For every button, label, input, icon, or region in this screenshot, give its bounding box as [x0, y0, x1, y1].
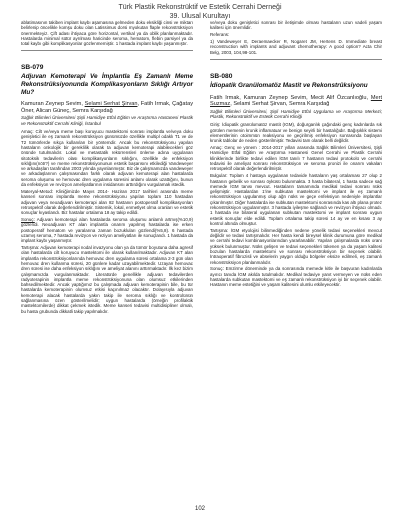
section-amac: Amaç: Genç ve yönem : 2014-2017 yılları arasında Sağlık Bilimleri Üniversitesi, Şişli Hamidiye Etfal Eğitim ve Araştırma Hastanesi Genel Cerrahi ve Plastik Cerrahi kliniklerinde birlikte tedavi edilen İGM tanılı 7 hastanın tedavi protokolü ve cerrahi tedavisi ile ameliyat sonrası rekonstrüksiyon ve seroma pronizi ile onarım vakaları retrospektif olarak değerlendirilmiştir. — [210, 145, 382, 172]
congress-name: 39. Ulusal Kurultayı — [169, 13, 231, 20]
left-column — [21, 20, 193, 316]
page-header — [0, 3, 400, 21]
affiliation: Sağlık Bilimleri Üniversitesi, Şişli Hamidiye Etfal Uygulama ve Araştırma Merkezi; Plastik, Rekonstrüktif ve Estetik Cerrahi Kliniği — [210, 108, 382, 120]
section-divider — [21, 50, 193, 51]
reference-item: 1) Vandeweyer E, Deraemaecker R, Nogaret JM, Hertens D. Immediate breast reconstruction with implants and adjuvant chemotherapy: A good option? Acta Chir Belg, 2003, 104,98-101. — [210, 39, 382, 55]
presenting-author: Selami Serhat Şirvan — [84, 101, 138, 108]
section-tartisma: Tartışma: İGM etyolojisi bilinmediğinden nedene yönelik tedavi seçenekleri mevcut değildir ve tedavi tartışmalıdır. Her hasta kendi bireysel klinik durumuna göre medikal ve cerrahi tedavi kombinasyonlarından yararlanabilir. Yapılan çalışmalarda nüks oranı yüksek bulunmuştur. Nüks gelişen ve tedavi seçenekleri tükenen ya da yaşam kalitesi bozulan hastalarda mastektomi ve sonrası rekonstrüksiyon bir seçenek olabilir. İntraoperatif fibrozisli ve abselerin yaygın olduğu bölgeler eksize edilmeli, eş zamanlı rekonstrüksiyon planlanmalıdır. — [210, 227, 382, 265]
section-divider — [210, 59, 382, 60]
section-bulgular: Bulgular: Toplam 4 hastaya uygulanan tedavide hastaların yaş ortalaması 27 olup 2 hastanın gebelik ve sonrası öyküsü bulunmakta. 3 hasta bilateral, 1 hasta sadece sağ memede İGM tanısı mevcut. Hastaların tamamında medikal tedavi sonrası nüks gelişmiştir. Hastalardan 1'ine subkutan mastektomi ve implant ile eş zamanlı rekonstrüksiyon uygulanmış olup ağrı nüks ve geçe enfeksiyon nedeniyle implantlar çıkarılmıştır. Diğer hastalarda ise subkutan mastektomi sonrasında kas altı plana protez rekonstrüksiyon uygulanmıştır. 3 hastada iyileşme sağlandı ve revizyon ihtiyacı olmadı. 1 hastada ise bilateral uygulanan subkutan mastektomi ve implant sonrası uygun estetik sonuçlar elde edildi. Toplam ortalama takip süresi 14 ay ve en kısası 3 ay kontrol altında olmuştur. — [210, 173, 382, 226]
abstract-id: SB-079 — [21, 64, 44, 72]
right-column — [210, 20, 382, 289]
congress-society: Türk Plastik Rekonstrüktif ve Estetik Cerrahi Derneği — [118, 4, 282, 11]
references-label: Referans: — [210, 32, 230, 38]
abstract-id: SB-080 — [210, 72, 233, 80]
abstract-title: İdiopatik Granülomatöz Mastit ve Rekonstrüksiyonu — [210, 81, 368, 89]
authors: Fatih Irmak, Kamuran Zeynep Sevim, Mecit Alif Özcanlıoğlu, Mert Suzmaz, Selami Serhat Şirvan, Semra Karşıdağ — [210, 94, 382, 108]
section-tartisma: Tartışma: Adjuvan kemoterapi nodal invazyonu olan ya da tümör boyutuna daha agresif olan hastalarda cilt koruyucu mastektomi ile olarak kullanılmaktadır. Adjuvan KT alan implantla rekonstrüksiyonlarında hemovac dren uygulama süresi ortalama 2-3 gün olan hemovac dren kullanma süresi, 20 günlere kadar uzayabilmektedir. Uzayan hemovac dren süresi ise daha enfeksiyon sıklığını ve ameliyat alanını arttırmaktadır. İlk kez bizim çalışmamızda vurgulanmaktadır. Literatürde genellikle adjuvan tedavilerden radyoterapinin implantla meme rekonstrüksiyonuna olan olumsuz etkilerinden bahsedilmektedir. Ancak yaptığımız bu çalışmada adjuvan kemoterapinin bile, bu tür hastalarda kemoterapinin olumsuz etkisi kaçınılmaz olacaktır. Dolayısıyla adjuvan kemoterapi alacak hastalarda yakın takip ile seroma sıklığı ve kontrolünün sağlanmasına özen gösterilmelidir; uygun hastalarda (örneğin profilaktik mastektomilerde) dikkat çekmek istedik. Meme kanseri tedavisi multidisipliner olmalı, bu hasta grubunda dikkatli takip yapılmalıdır. — [21, 245, 193, 314]
section-amac: Amaç: Cilt ve/veya meme başı koruyucu mastektomi sonrası implantla ve/veya doku genişletici ile eş zamanlı rekonstrüksiyon günümüzde özellikle multipl odaklı T1 ve de T2 tümörlerde sıkça kullanılan bir yöntemdir. Ancak bu rekonstrüksiyonu yapılan hastaların onkolojik bir gereklilik olarak ta adjuvan kemoterapi alabilecekleri göz önünde tutulmalıdır. Lokal ve metastatik rekürrensleri önleme adına uygulanan sitotoksik tedavilerin olası komplikasyonların sıklığını, özellikle de enfeksiyon sıklığını(nötr?) ve meme rekonstrüksiyonunun estetik başarısını etkilediği Vandeweyer ve arkadaşları tarafından 2003 yılında yayınlanmıştır. Biz de çalışmamızda vandeweyer ve arkadaşlarının çalışmasından farklı olarak adjuvan kemoterapi alan hastalarda seroma oluşumu ve hemovac dren uygulama süresini anlamı olarak uzattığını, bunun da enfeksiyon ve revizyon ameliyatlarının insidansını arttırdığını vurgulamak istedik. — [21, 129, 193, 188]
section-giris: Giriş: İdiopatik granülomatöz mastit (IGM), doğurganlık çağındaki genç kadınlarda sık görülen memenin kronik inflamatuar ve benign seyirli bir hastalığıdır. Bağışıklık sistemi elementlerinin otoimmün reaksiyonu ve geçirilmiş enfeksiyon sonrasında başlayan kronik tablolar de neden gösterilmiştir. Tedavisi tam olarak belli değildir. — [210, 122, 382, 144]
presenting-author: Mert Suzmaz — [210, 94, 382, 108]
abstract-title: Adjuvan Kemoterapi Ve İmplantla Eş Zamanlı Meme Rekonstrüksiyonunda Komplikasyonların Sıklığı Artıyor Mu? — [21, 73, 193, 96]
intro-paragraph: ablatimasının takiben implant kaybı aşamasına gelmeden doku eksikliği cinsi ve miktarı belirlenip öncelikle komşu doku olan Latissimus dorsi myokutan flaple rekonstrüksiyon önermekteyiz. Çift adası ihtiyaca göre horizontal, vertikal ya da oblik planlanmaktadır. Hastalarda minimal sütür ayrılması haricinde seroma, hematom, flebin parsiyel ya da total kaybı gibi komplikasyonlar gözlenmemiştir. 1 hastada implant kaybı yaşanmıştır. — [21, 20, 194, 47]
page-number: 102 — [194, 506, 205, 512]
section-sonuc: Sonuç: Emzirme döneminde ya da sonrasında memede kitle ile başvuran kadınlarda ayırıcı tanıda İGM akılda tutulmalıdır. Medikal tedaviye yanıt vermeyen ve nüks eden hastalarda subkutan mastektomi ve eş zamanlı rekonstrüksiyon iyi bir seçenek olabilir. Hastanın meme estetiğini ve yaşam kalitesini olumlu etkileyecektir. — [210, 266, 382, 288]
section-sonuc: Sonuç: Adjuvan kemoterapi alan hastalarda seroma oluşumu anlamlı artmış(%10,9) gözlendi. Neoadjuvan KT alan implantla onarım yapılmış hastalarda ise erken postoperatif hematom ve yaralarına zaman bozukluları gözlendi(%5,8). 6 hastada uzamış seroma, 7 hastada revizyon ve reziyon ameliyatları ile sonuçlandı. 1 hastada da implant kaybı yaşanmıştır. — [21, 216, 193, 244]
references-continuation: ve/veya doku genişletici sonrası bir iletişimde olması hastaların uzun vadeli yaşam kalitesi için önemlidir. — [210, 20, 382, 31]
section-materyal: Materyal-Metod: Kliniğimizde Mayıs 2014- Haziran 2017 tarihleri arasında meme kanseri sonrası implantla meme rekonstrüksiyonu yapılan toplam 110 hastadan adjuvan veya neoadjuvan kemoterapi alan 82 hastanın postoperatif komplikasyonları retrospektif olarak değerlendirilmiştir. Sistemik, lokal, enmetlyet olma oranları ve estetik sonuçlar kıyaslandı. Biz hastalar ortalama 18 ay takip edildi. — [21, 188, 193, 216]
authors: Kamuran Zeynep Sevim, Selami Serhat Şirvan, Fatih Irmak, Çağatay Öner, Alican Güneç, Semra Karşıdağ — [21, 101, 193, 114]
affiliation: Sağlık Bilimleri Üniversitesi Şişli Hamidiye Etfal Eğitim ve Araştırma Hastanesi Plastik ve Rekonstrüktif Cerrahi Kliniği, İstanbul — [21, 115, 193, 126]
